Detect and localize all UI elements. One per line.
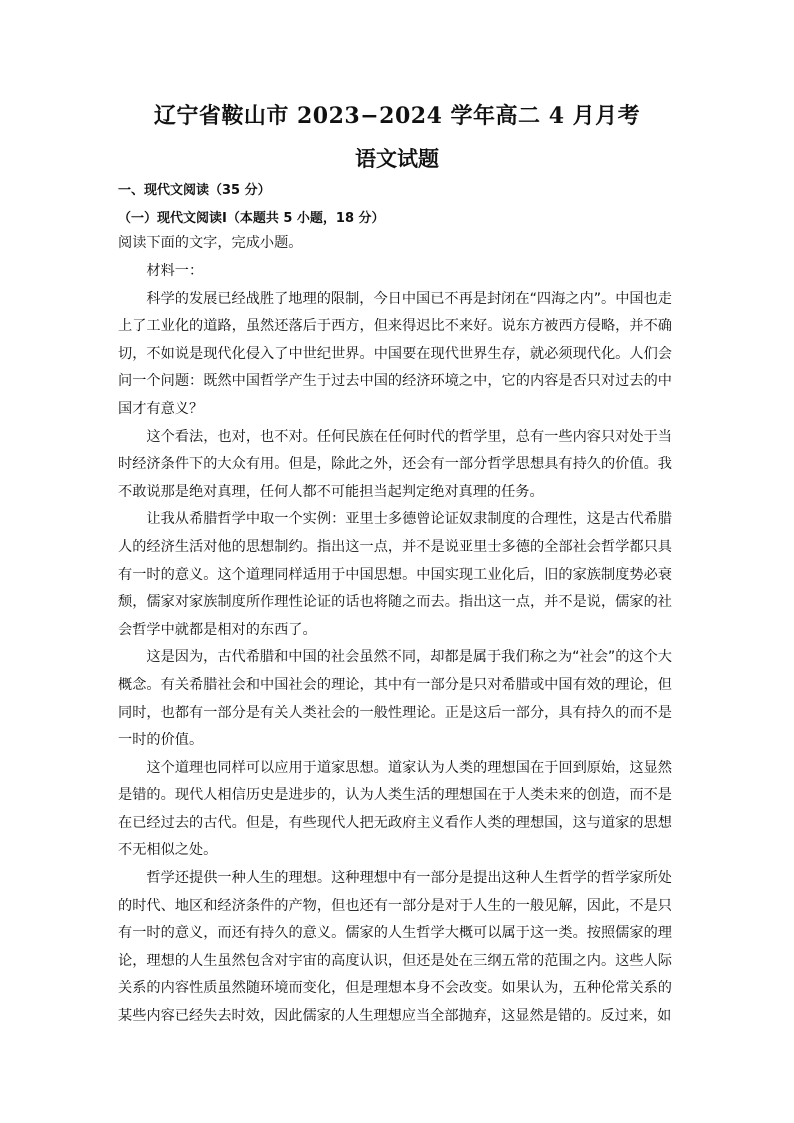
passage-paragraph: 哲学还提供一种人生的理想。这种理想中有一部分是提出这种人生哲学的哲学家所处的时代、地区和经济条件的产物，但也还有一部分是对于人生的一般见解，因此，不是只有一时的意义，而还有持久的意义。儒家的人生哲学大概可以属于这一类。按照儒家的理论，理想的人生虽然包含对宇宙的高度认识，但还是处在三纲五常的范围之内。这些人际关系的内容性质虽然随环境而变化，但是理想本身不会改变。如果认为，五种伦常关系的某些内容已经失去时效，因此儒家的人生理想应当全部抛弃，这显然是错的。反过来，如 [118, 870, 672, 1025]
section-heading: 一、现代文阅读（35 分） [118, 183, 271, 198]
passage-body [118, 258, 672, 1031]
passage-paragraph: 这是因为，古代希腊和中国的社会虽然不同，却都是属于我们称之为“社会”的这个大概念。有关希腊社会和中国社会的理论，其中有一部分是只对希腊或中国有效的理论，但同时，也都有一部分是有关人类社会的一般性理论。正是这后一部分，具有持久的而不是一时的价值。 [118, 649, 672, 749]
page-subtitle: 语文试题 [355, 146, 439, 171]
passage-paragraph: 科学的发展已经战胜了地理的限制，今日中国已不再是封闭在“四海之内”。中国也走上了工业化的道路，虽然还落后于西方，但来得迟比不来好。说东方被西方侵略，并不确切，不如说是现代化侵入了中世纪世界。中国要在现代世界生存，就必须现代化。人们会问一个问题：既然中国哲学产生于过去中国的经济环境之中，它的内容是否只对过去的中国才有意义？ [118, 290, 672, 417]
material-label: 材料一： [146, 263, 204, 279]
passage-paragraph: 这个道理也同样可以应用于道家思想。道家认为人类的理想国在于回到原始，这显然是错的。现代人相信历史是进步的，认为人类生活的理想国在于人类未来的创造，而不是在已经过去的古代。但是，有些现代人把无政府主义看作人类的理想国，这与道家的思想不无相似之处。 [118, 759, 672, 859]
page-title: 辽宁省鞍山市 2023−2024 学年高二 4 月月考 [153, 103, 641, 129]
passage-paragraph: 这个看法，也对，也不对。任何民族在任何时代的哲学里，总有一些内容只对处于当时经济条件下的大众有用。但是，除此之外，还会有一部分哲学思想具有持久的价值。我不敢说那是绝对真理，任何人都不可能担当起判定绝对真理的任务。 [118, 428, 672, 500]
instruction-text: 阅读下面的文字，完成小题。 [118, 235, 303, 251]
subsection-heading: （一）现代文阅读Ⅰ（本题共 5 小题，18 分） [118, 211, 385, 226]
passage-paragraph: 让我从希腊哲学中取一个实例：亚里士多德曾论证奴隶制度的合理性，这是古代希腊人的经济生活对他的思想制约。指出这一点，并不是说亚里士多德的全部社会哲学都只具有一时的意义。这个道理同样适用于中国思想。中国实现工业化后，旧的家族制度势必衰颓，儒家对家族制度所作理性论证的话也将随之而去。指出这一点，并不是说，儒家的社会哲学中就都是相对的东西了。 [118, 511, 672, 638]
